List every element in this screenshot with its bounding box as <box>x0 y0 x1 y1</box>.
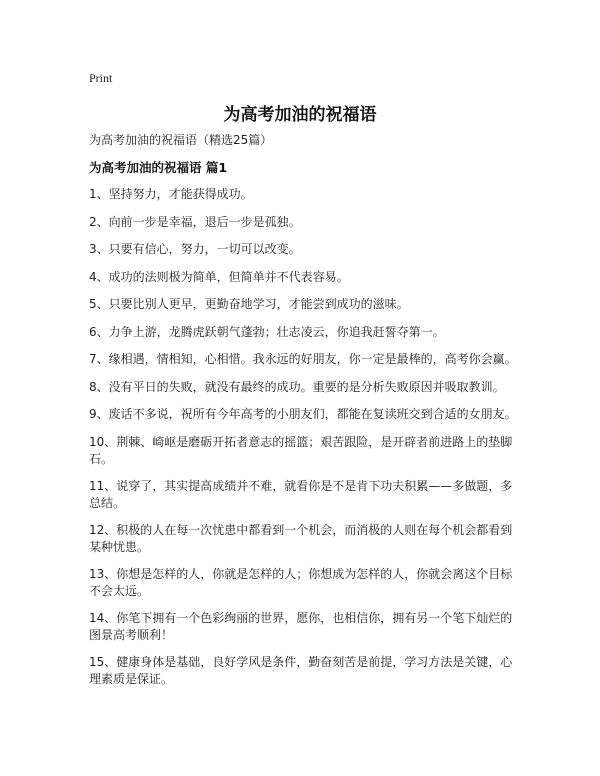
list-item: 13、你想是怎样的人，你就是怎样的人；你想成为怎样的人，你就会离这个目标不会太远。 <box>89 567 513 598</box>
list-item: 2、向前一步是幸福，退后一步是孤独。 <box>89 214 301 229</box>
list-item: 9、废话不多说，祝所有今年高考的小朋友们，都能在复读班交到合适的女朋友。 <box>89 407 517 421</box>
list-item: 15、健康身体是基础，良好学风是条件，勤奋刻苦是前提，学习方法是关键，心理素质是保证。 <box>89 655 513 686</box>
document-subtitle: 为高考加油的祝福语（精选25篇） <box>89 133 273 147</box>
list-item: 14、你笔下拥有一个色彩绚丽的世界，愿你，也相信你，拥有另一个笔下灿烂的图景高考顺利！ <box>89 611 513 642</box>
list-item: 5、只要比别人更早，更勤奋地学习，才能尝到成功的滋味。 <box>89 297 409 311</box>
list-item: 1、坚持努力，才能获得成功。 <box>89 187 253 201</box>
blessing-list <box>89 186 517 698</box>
list-item: 7、缘相遇，情相知，心相惜。我永远的好朋友，你一定是最棒的，高考你会赢。 <box>89 352 517 366</box>
section-heading: 为高考加油的祝福语 篇1 <box>89 160 228 175</box>
list-item: 3、只要有信心，努力，一切可以改变。 <box>89 242 301 256</box>
list-item: 4、成功的法则极为简单，但简单并不代表容易。 <box>89 269 349 284</box>
list-item: 10、荆棘、崎岖是磨砺开拓者意志的摇篮；艰苦跟险，是开辟者前进路上的垫脚石。 <box>89 434 513 466</box>
list-item: 6、力争上游，龙腾虎跃朝气蓬勃；壮志凌云，你追我赶誓夺第一。 <box>89 324 445 339</box>
list-item: 12、积极的人在每一次忧患中都看到一个机会，而消极的人则在每个机会都看到某种忧患。 <box>89 523 513 554</box>
page-title: 为高考加油的祝福语 <box>223 105 377 125</box>
print-label[interactable]: Print <box>89 71 113 85</box>
list-item: 11、说穿了，其实提高成绩并不难，就看你是不是肯下功夫积累——多做题，多总结。 <box>89 479 513 510</box>
list-item: 8、没有平日的失败，就没有最终的成功。重要的是分析失败原因并吸取教训。 <box>89 379 505 394</box>
